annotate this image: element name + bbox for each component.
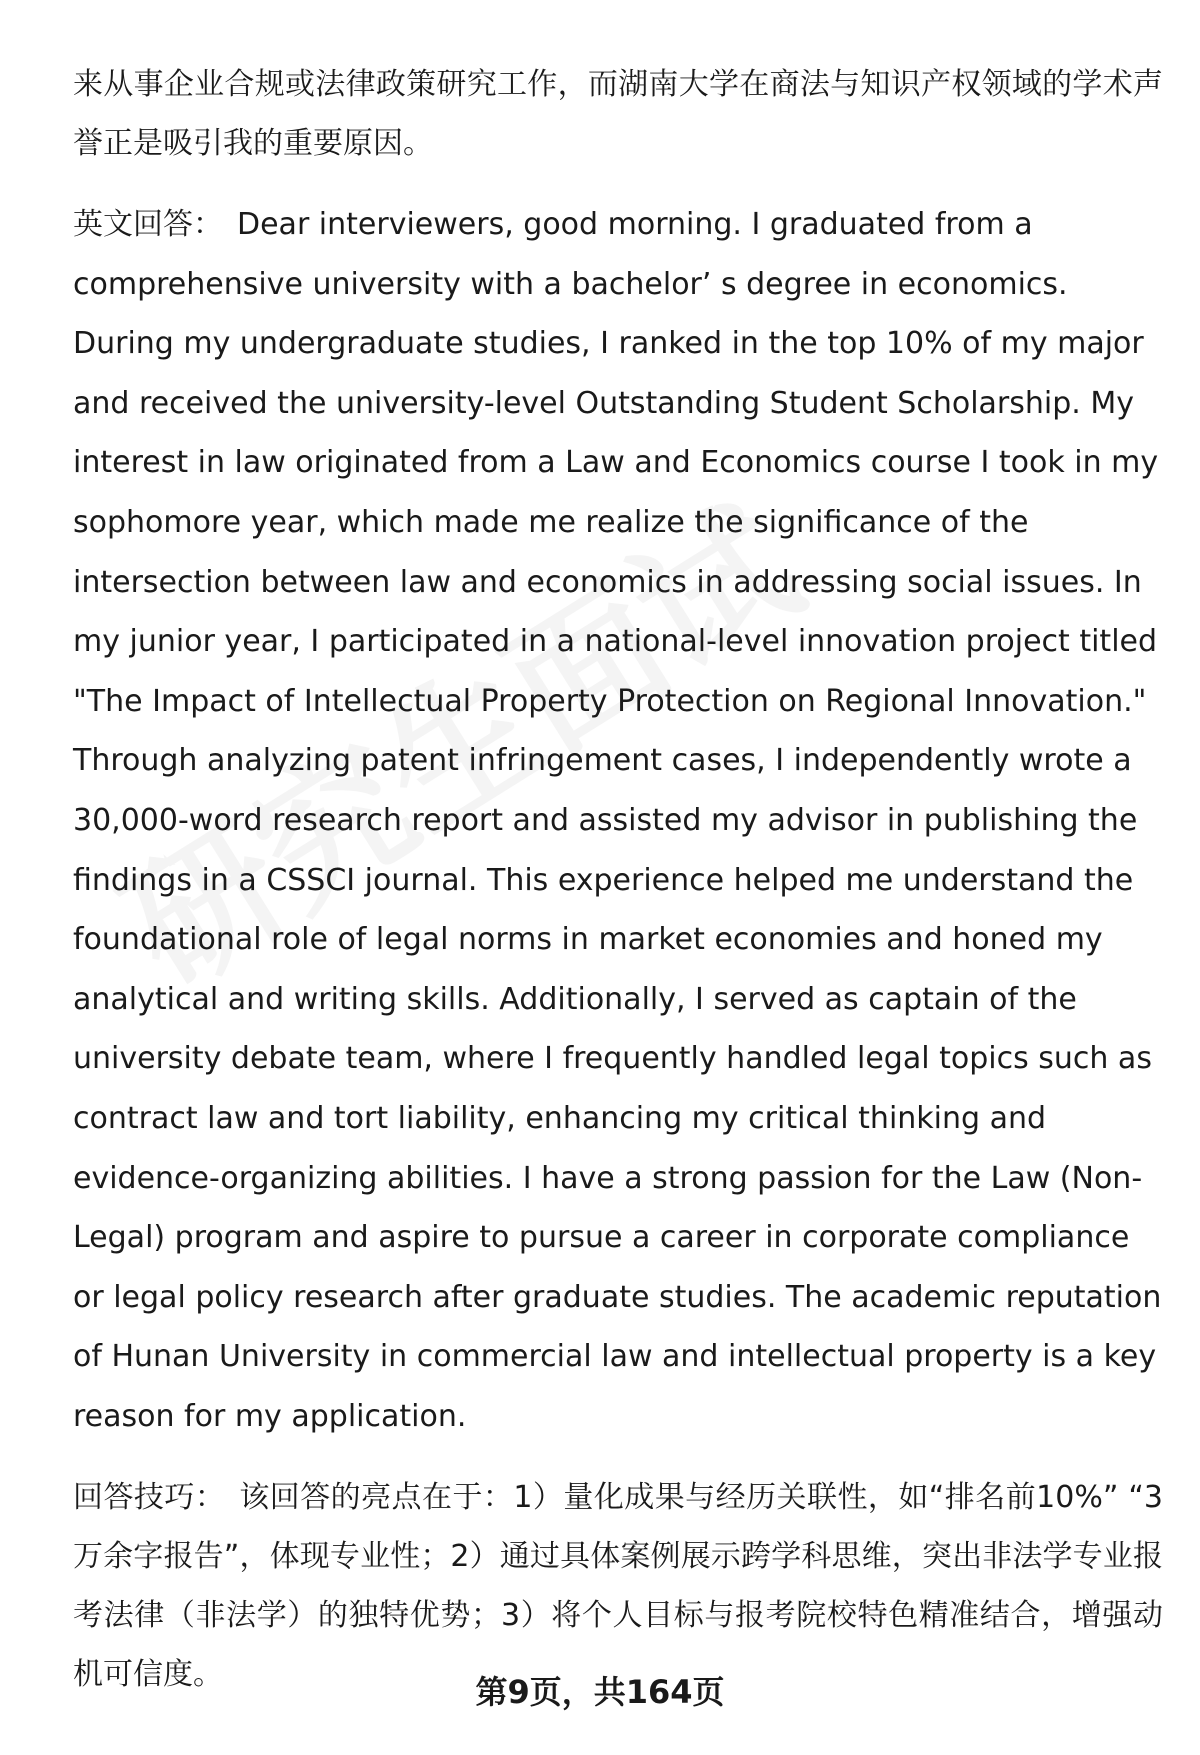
answer-tips-text: 该回答的亮点在于：1）量化成果与经历关联性，如“排名前10%” “3万余字报告”，体现专业性；2）通过具体案例展示跨学科思维，突出非法学专业报考法律（非法学）的独特优势；3）将个人目标与报考院校特色精准结合，增强动机可信度。 — [73, 1480, 1164, 1693]
english-answer-text: Dear interviewers, good morning. I graduated from a comprehensive university with a bachelor’ s degree in economics. During my undergraduate studies, I ranked in the top 10% of my major and received the university-level Outstanding Student Scholarship. My interest in law originated from a Law and Economics course I took in my sophomore year, which made me realize the significance of the intersection between law and economics in addressing social issues. In my junior year, I participated in a national-level innovation project titled "The Impact of Intellectual Property Protection on Regional Innovation." Through analyzing patent infringement cases, I independently wrote a 30,000-word research report and assisted my advisor in publishing the findings in a CSSCI journal. This experience helped me understand the foundational role of legal norms in market economies and honed my analytical and writing skills. Additionally, I served as captain of the university debate team, where I frequently handled legal topics such as contract law and tort liability, enhancing my critical thinking and evidence-organizing abilities. I have a strong passion for the Law (Non-Legal) program and aspire to pursue a career in corporate compliance or legal policy research after graduate studies. The academic reputation of Hunan University in commercial law and intellectual property is a key reason for my application. — [73, 207, 1162, 1434]
document-body — [73, 55, 1163, 1704]
page-number: 第9页，共164页 — [475, 1673, 725, 1711]
answer-tips-label: 回答技巧： — [73, 1480, 226, 1516]
english-answer-label: 英文回答： — [73, 207, 223, 242]
english-answer-paragraph — [73, 195, 1163, 1446]
continuation-paragraph: 来从事企业合规或法律政策研究工作，而湖南大学在商法与知识产权领域的学术声誉正是吸引我的重要原因。 — [73, 67, 1163, 161]
